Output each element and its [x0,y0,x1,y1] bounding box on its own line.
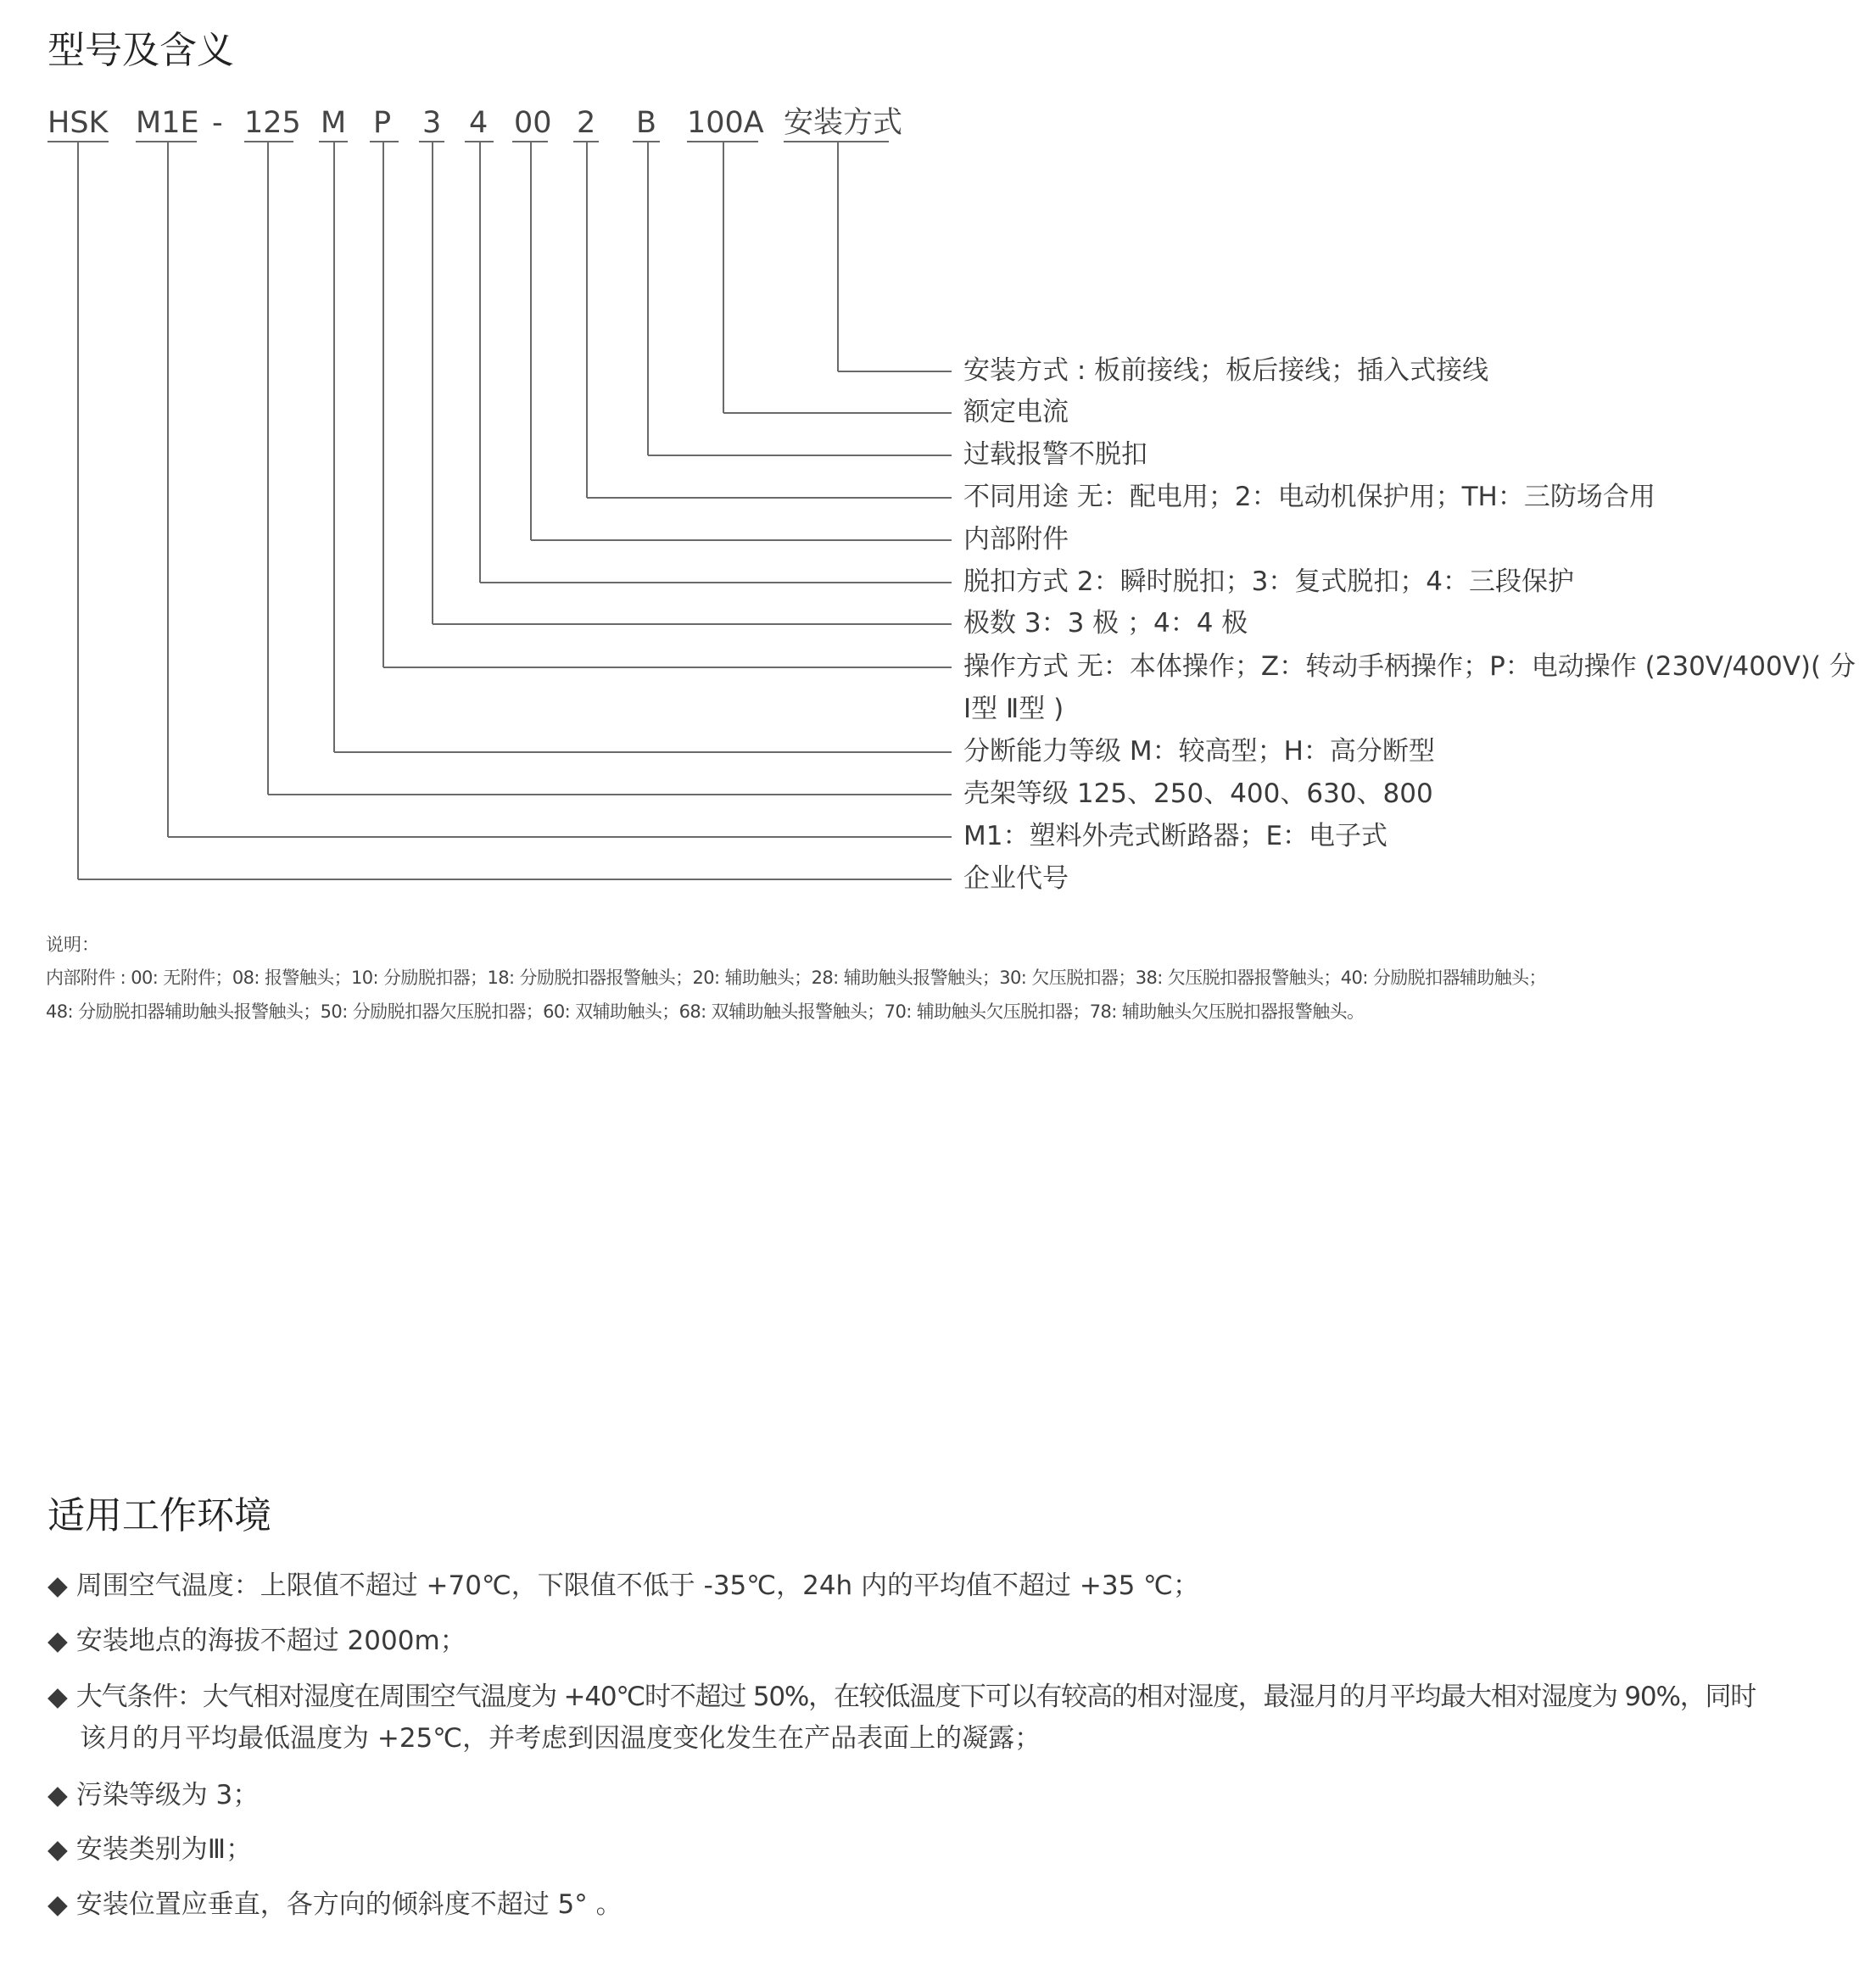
code-b: B [636,106,657,140]
code-hsk: HSK [47,106,109,140]
code-4: 4 [469,106,489,140]
bullet-text: 安装位置应垂直，各方向的倾斜度不超过 5° 。 [75,1889,623,1920]
code-3: 3 [422,106,442,140]
desc-company-code: 企业代号 [963,863,1069,894]
bullet-text: 安装类别为Ⅲ； [75,1834,253,1865]
diamond-icon: ◆ [47,1780,68,1810]
bullet-item [47,1684,1756,1710]
section-title-environment: 适用工作环境 [47,1494,271,1537]
note-line-1: 内部附件 : 00: 无附件；08: 报警触头；10: 分励脱扣器；18: 分励脱扣器报警触头；20: 辅助触头；28: 辅助触头报警触头；30: 欠压脱扣器；38: 欠压脱扣器报警触头；40: 分励脱扣器辅助触头； [46,968,1546,988]
diamond-icon: ◆ [47,1626,68,1656]
bullet-item [47,1889,623,1920]
diamond-icon: ◆ [47,1834,68,1865]
desc-operation-cont: Ⅰ型 Ⅱ型 ) [963,694,1064,724]
desc-breaking-capacity: 分断能力等级 M：较高型；H：高分断型 [963,736,1435,767]
code-m1e: M1E [136,106,199,140]
note-label: 说明： [46,934,99,955]
code-dash: - [212,106,223,140]
code-p: P [373,106,392,140]
diamond-icon: ◆ [47,1889,68,1920]
desc-internal-accessory: 内部附件 [963,524,1069,555]
code-m: M [321,106,347,140]
code-install: 安装方式 [784,106,903,140]
desc-usage: 不同用途 无：配电用；2：电动机保护用；TH：三防场合用 [963,482,1655,512]
desc-frame-grade: 壳架等级 125、250、400、630、800 [963,778,1433,809]
code-100a: 100A [687,106,764,140]
diamond-icon: ◆ [47,1682,68,1712]
bullet-item [47,1628,466,1654]
desc-trip-method: 脱扣方式 2：瞬时脱扣；3：复式脱扣；4：三段保护 [963,566,1575,597]
code-00: 00 [514,106,552,140]
desc-type: M1：塑料外壳式断路器；E：电子式 [963,821,1388,851]
code-125: 125 [244,106,301,140]
bullet-item [47,1782,259,1809]
desc-operation: 操作方式 无：本体操作；Z：转动手柄操作；P：电动操作 (230V/400V)( 分 [963,651,1856,682]
bullet-item [47,1570,1199,1601]
section-title-model: 型号及含义 [47,29,234,72]
bullet-text-continued: 该月的月平均最低温度为 +25℃，并考虑到因温度变化发生在产品表面上的凝露； [80,1723,1041,1754]
bullet-text: 大气条件：大气相对湿度在周围空气温度为 +40℃时不超过 50%，在较低温度下可以有较高的相对湿度，最湿月的月平均最大相对湿度为 90%，同时 [75,1682,1756,1712]
bullet-text: 周围空气温度：上限值不超过 +70℃，下限值不低于 -35℃，24h 内的平均值不超过 +35 ℃； [75,1570,1199,1601]
bullet-text: 污染等级为 3； [75,1780,260,1810]
desc-install-method: 安装方式 : 板前接线；板后接线；插入式接线 [963,355,1489,386]
desc-poles: 极数 3：3 极 ；4：4 极 [963,608,1248,639]
code-2: 2 [577,106,596,140]
bullet-text: 安装地点的海拔不超过 2000m； [75,1626,466,1656]
desc-rated-current: 额定电流 [963,397,1069,427]
diamond-icon: ◆ [47,1570,68,1601]
note-line-2: 48: 分励脱扣器辅助触头报警触头；50: 分励脱扣器欠压脱扣器；60: 双辅助触头；68: 双辅助触头报警触头；70: 辅助触头欠压脱扣器；78: 辅助触头欠压脱扣器报警触头。 [46,1001,1365,1022]
desc-overload-alarm: 过载报警不脱扣 [963,439,1147,470]
bullet-item [47,1834,253,1865]
